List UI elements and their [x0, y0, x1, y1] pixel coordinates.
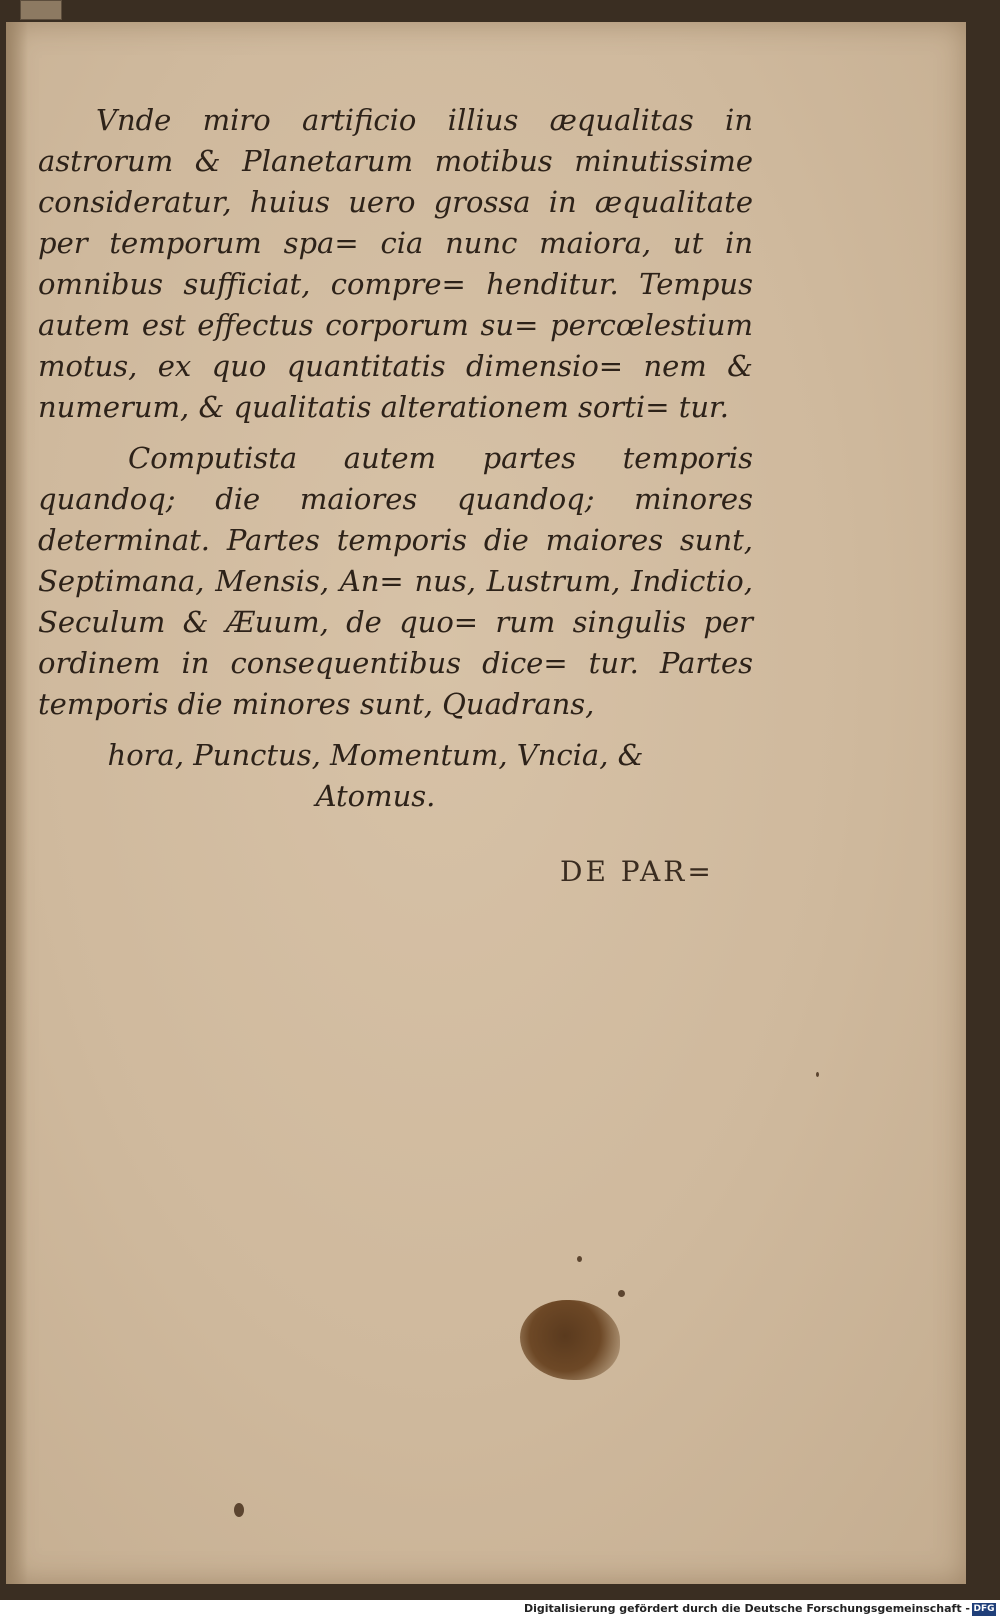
text-line: rum singulis per ordinem in consequentibus dice= — [38, 605, 753, 680]
text-line: cia nunc maiora, ut in omnibus sufficiat, compre= — [38, 226, 753, 301]
paper-speck — [234, 1503, 244, 1517]
text-line: hora, Punctus, Momentum, Vncia, & — [107, 738, 644, 772]
text-line: Vnde miro artificio illius æqualitas in astrorum — [38, 103, 753, 178]
page-text — [38, 100, 753, 817]
paragraph-2 — [38, 438, 753, 725]
text-line: tur. Partes temporis die minores sunt, Quadrans, — [38, 646, 753, 721]
dfg-logo: DFG — [973, 1604, 995, 1614]
text-line: tur. — [678, 390, 729, 424]
paper-speck — [577, 1256, 582, 1262]
text-line: temporis die maiores sunt, Septimana, Mensis, An= — [38, 523, 753, 598]
text-line: nus, Lustrum, Indictio, Seculum & Æuum, de quo= — [38, 564, 753, 639]
text-line: Computista autem partes temporis quandoq; — [38, 441, 753, 516]
paper-speck — [618, 1290, 625, 1297]
text-line: percœlestium motus, ex quo quantitatis dimensio= — [38, 308, 753, 383]
text-line: huius uero grossa in æqualitate per temporum spa= — [38, 185, 753, 260]
catchword: DE PAR= — [560, 855, 714, 888]
text-line: Atomus. — [315, 779, 436, 813]
text-line: henditur. Tempus autem est effectus corporum su= — [38, 267, 753, 342]
paragraph-2-tail — [38, 735, 753, 817]
text-line: & Planetarum motibus minutissime consideratur, — [38, 144, 754, 219]
funding-credit: Digitalisierung gefördert durch die Deutsche Forschungsgemeinschaft - — [523, 1602, 970, 1615]
binding-edge — [20, 0, 62, 20]
text-line: nem & numerum, & qualitatis alterationem sorti= — [38, 349, 753, 424]
paragraph-1 — [38, 100, 753, 428]
paper-speck — [816, 1072, 819, 1077]
gutter-shadow — [6, 22, 28, 1584]
text-line: die maiores quandoq; minores determinat. Partes — [38, 482, 753, 557]
footer-bar — [0, 1600, 1000, 1620]
